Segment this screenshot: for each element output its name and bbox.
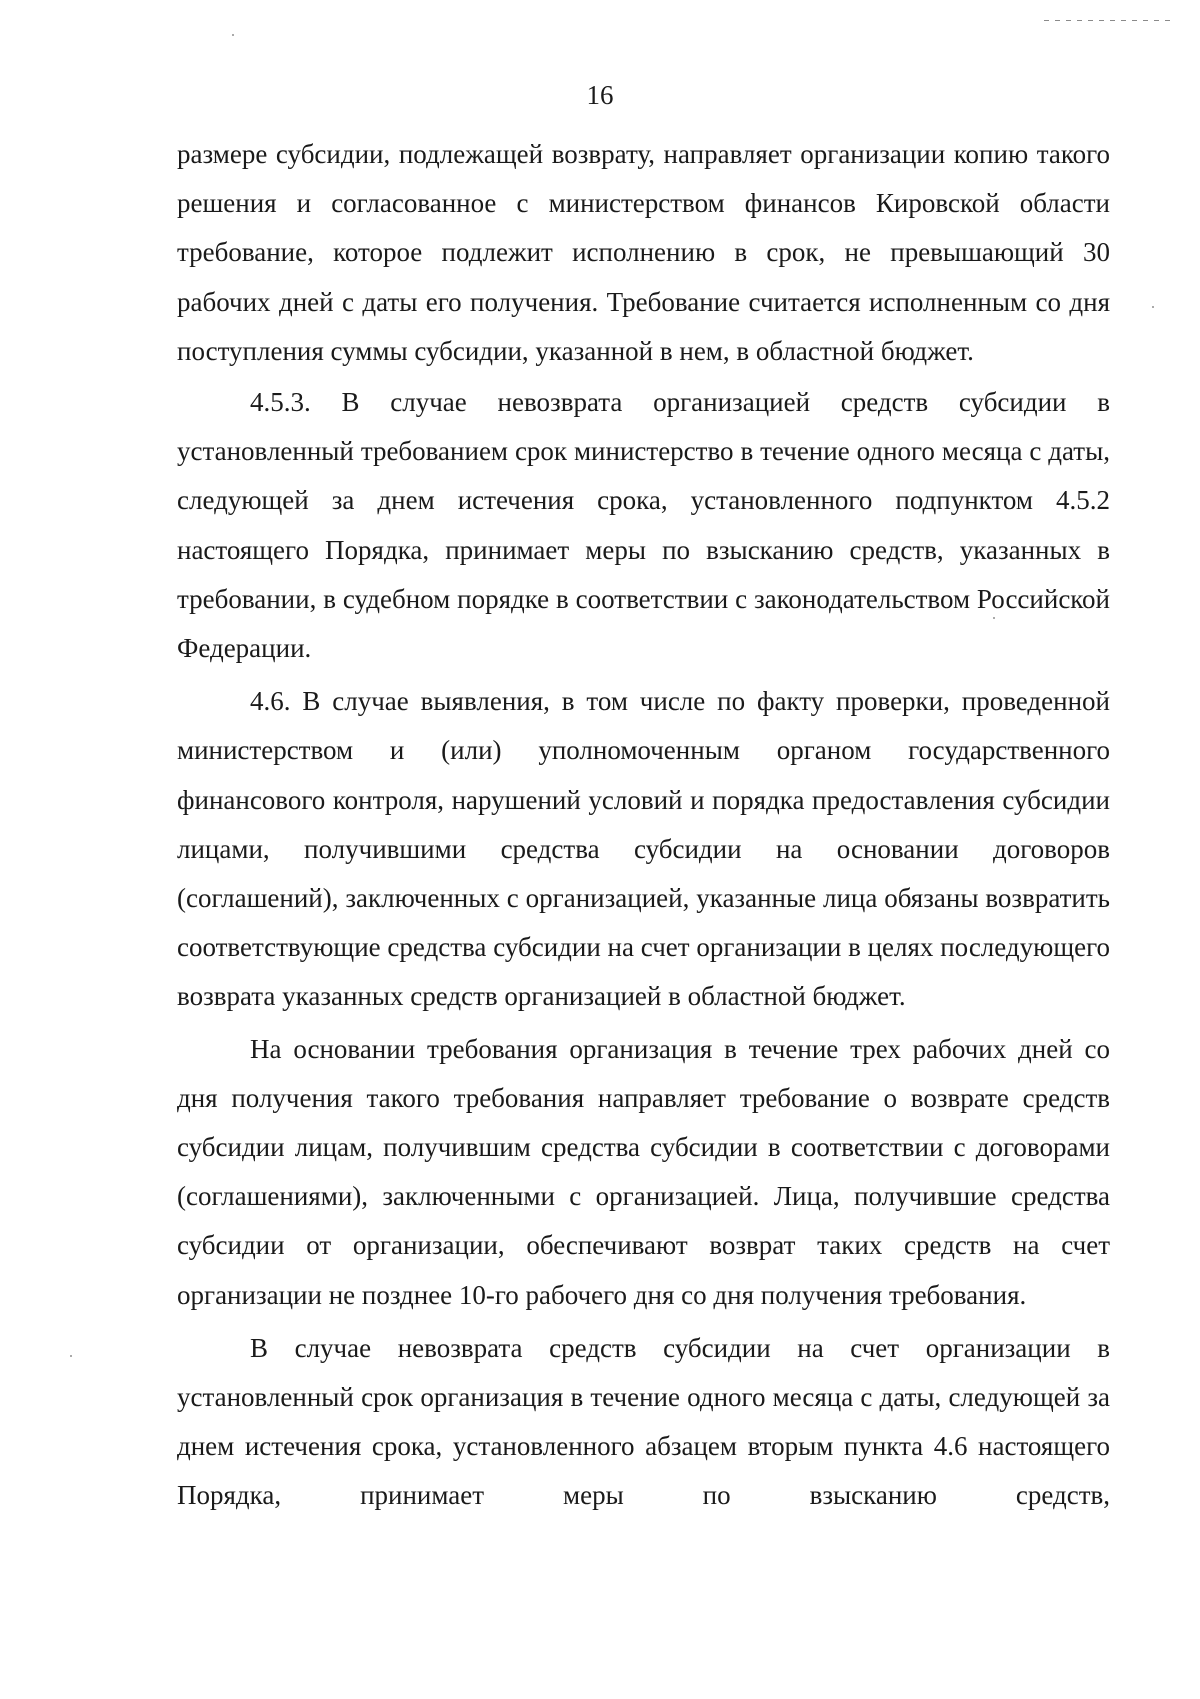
paragraph: На основании требования организация в течение трех рабочих дней со дня получения такого требования направляет требование о возврате средств субсидии лицам, получившим средства субсидии в соответствии с договорами (соглашениями), заключенными с организацией. Лица, получившие средства субсидии от организации, обеспечивают возврат таких средств на счет организации не позднее 10-го рабочего дня со дня получения требования. [177,1033,1110,1310]
paragraph: В случае невозврата средств субсидии на счет организации в установленный срок организация в течение одного месяца с даты, следующей за днем истечения срока, установленного абзацем вторым пункта 4.6 настоящего Порядка, принимает меры по взысканию средств, [177,1332,1110,1511]
paragraph: размере субсидии, подлежащей возврату, направляет организации копию такого решения и согласованное с министерством финансов Кировской области требование, которое подлежит исполнению в срок, не превышающий 30 рабочих дней с даты его получения. Требование считается исполненным со дня поступления суммы субсидии, указанной в нем, в областной бюджет. [177,139,1110,366]
scan-artifact-dot [232,34,234,36]
page-number: 16 [586,80,614,110]
scan-artifact-dot [1152,306,1154,308]
paragraph: 4.6. В случае выявления, в том числе по факту проверки, проведенной министерством и (или) уполномоченным органом государственного финансового контроля, нарушений условий и порядка предоставления субсидии лицами, получившими средства субсидии на основании договоров (соглашений), заключенных с организацией, указанные лица обязаны возвратить соответствующие средства субсидии на счет организации в целях последующего возврата указанных средств организацией в областной бюджет. [177,686,1110,1012]
scan-artifact-dot [70,1355,72,1357]
paragraph: 4.5.3. В случае невозврата организацией средств субсидии в установленный требованием срок министерство в течение одного месяца с даты, следующей за днем истечения срока, установленного подпунктом 4.5.2 настоящего Порядка, принимает меры по взысканию средств, указанных в требовании, в судебном порядке в соответствии с законодательством Российской Федерации. [177,387,1110,664]
scan-artifact-top-right [1044,20,1174,21]
document-body [177,130,1110,1521]
